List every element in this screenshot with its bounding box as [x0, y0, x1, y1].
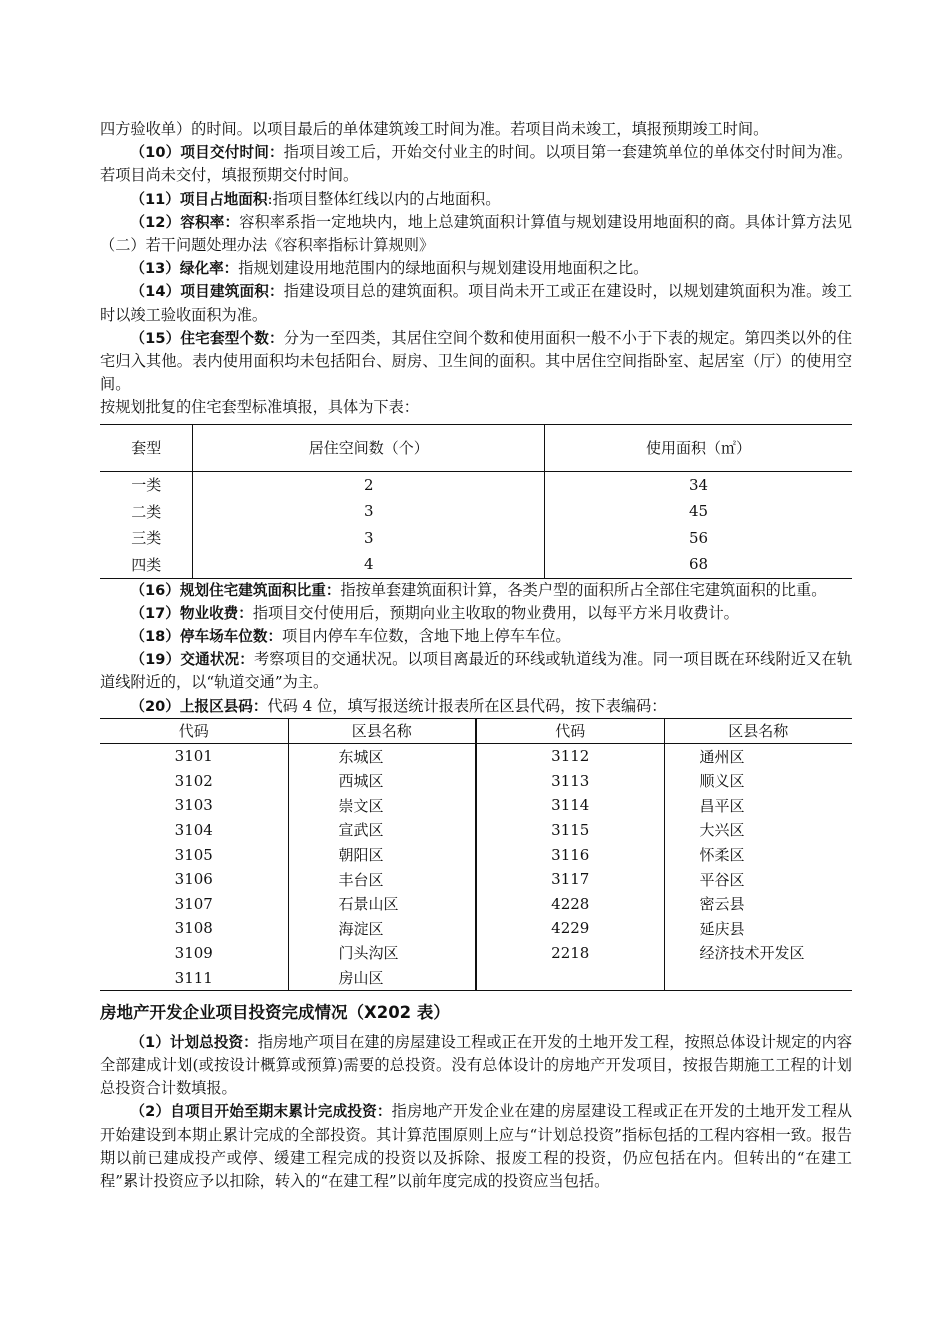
- table-cell: 房山区: [288, 965, 476, 990]
- item-term: （17）物业收费：: [130, 604, 253, 622]
- table-row: [100, 471, 852, 498]
- table-row: [100, 793, 852, 818]
- table-cell: 怀柔区: [664, 842, 852, 867]
- table-cell: 3105: [174, 845, 213, 864]
- table-cell: 4229: [476, 916, 664, 941]
- item-text: 分为一至四类，其居住空间个数和使用面积一般不小于下表的规定。第四类以外的住宅归入其他。表内使用面积均未包括阳台、厨房、卫生间的面积。其中居住空间指卧室、起居室（厅）的使用空间。: [100, 328, 853, 394]
- item-term: （2）自项目开始至期末累计完成投资：: [130, 1103, 392, 1121]
- table-cell: 朝阳区: [288, 842, 476, 867]
- col-header-code: 代码: [100, 718, 288, 743]
- table-cell: 3106: [174, 870, 213, 889]
- table-cell: 3109: [174, 943, 213, 962]
- item-13: [100, 257, 852, 280]
- table-cell: 45: [545, 498, 852, 525]
- table-cell: 昌平区: [664, 793, 852, 818]
- table-cell: 3103: [174, 796, 213, 815]
- table-cell: [476, 965, 664, 990]
- table-cell: 4: [193, 551, 545, 578]
- district-code-table: [100, 718, 852, 991]
- item-19: [100, 648, 852, 694]
- table-row: [100, 941, 852, 966]
- table-row: [100, 768, 852, 793]
- item-11: [100, 188, 852, 211]
- table-cell: 56: [545, 525, 852, 552]
- table-cell: 东城区: [288, 743, 476, 768]
- col-header-district: 区县名称: [288, 718, 476, 743]
- item-term: （13）绿化率：: [130, 260, 239, 278]
- intro-line: 四方验收单）的时间。以项目最后的单体建筑竣工时间为准。若项目尚未竣工，填报预期竣工时间。: [100, 120, 769, 138]
- table-row: [100, 965, 852, 990]
- item-17: [100, 602, 852, 625]
- table-row: [100, 891, 852, 916]
- table-cell: 3113: [476, 768, 664, 793]
- table-row: [100, 867, 852, 892]
- item-term: （1）计划总投资：: [130, 1033, 258, 1051]
- item-term: （14）项目建筑面积：: [130, 283, 284, 301]
- table-cell: 通州区: [664, 743, 852, 768]
- table-cell: 4228: [476, 891, 664, 916]
- item-term: （20）上报区县码：: [130, 697, 268, 715]
- table-cell: 2: [193, 471, 545, 498]
- table-cell: 3117: [476, 867, 664, 892]
- item-12: [100, 211, 852, 257]
- item-term: （10）项目交付时间：: [130, 144, 284, 162]
- table-row: [100, 916, 852, 941]
- item-text: 指房地产项目在建的房屋建设工程或正在开发的土地开发工程，按照总体设计规定的内容全部建成计划(或按设计概算或预算)需要的总投资。没有总体设计的房地产开发项目，按报告期施工工程的计划总投资合计数填报。: [100, 1032, 853, 1098]
- item-15: [100, 327, 852, 397]
- item-term: （11）项目占地面积: [130, 190, 268, 208]
- table-cell: 68: [545, 551, 852, 578]
- item-term: （19）交通状况：: [130, 651, 255, 669]
- item-text: 项目内停车车位数，含地下地上停车车位。: [282, 627, 571, 646]
- table-cell: 丰台区: [288, 867, 476, 892]
- table-cell: 海淀区: [288, 916, 476, 941]
- table-cell: 3111: [174, 968, 213, 987]
- table-cell: 3104: [174, 820, 213, 839]
- table-cell: 二类: [131, 502, 162, 521]
- table-cell: 经济技术开发区: [664, 941, 852, 966]
- table-cell: 3: [193, 525, 545, 552]
- table-cell: 四类: [131, 555, 162, 574]
- item-18: [100, 625, 852, 648]
- table-cell: 2218: [476, 941, 664, 966]
- item-term: （12）容积率：: [130, 213, 240, 231]
- table-cell: 3: [193, 498, 545, 525]
- table-cell: 3107: [174, 894, 213, 913]
- table-cell: 34: [545, 471, 852, 498]
- section-title: 房地产开发企业项目投资完成情况（X202 表）: [100, 1002, 450, 1022]
- table-cell: 西城区: [288, 768, 476, 793]
- item-20: [100, 695, 852, 718]
- table-row: [100, 743, 852, 768]
- table-cell: 大兴区: [664, 818, 852, 843]
- table-header-row: [100, 424, 852, 471]
- table-cell: 3108: [174, 919, 213, 938]
- table-cell: 3114: [476, 793, 664, 818]
- table-cell: 3102: [174, 771, 213, 790]
- table-row: [100, 842, 852, 867]
- item-text: 考察项目的交通状况。以项目离最近的环线或轨道线为准。同一项目既在环线附近又在轨道线附近的，以“轨道交通”为主。: [100, 650, 852, 692]
- table-row: [100, 818, 852, 843]
- item-text: 指建设项目总的建筑面积。项目尚未开工或正在建设时，以规划建筑面积为准。竣工时以竣工验收面积为准。: [100, 282, 853, 324]
- table-row: [100, 525, 852, 552]
- document-page: [100, 118, 852, 1193]
- item-14: [100, 280, 852, 326]
- item-text: 指规划建设用地范围内的绿地面积与规划建设用地面积之比。: [238, 259, 649, 278]
- table-cell: 3101: [174, 747, 213, 766]
- table-row: [100, 498, 852, 525]
- table-cell: 密云县: [664, 891, 852, 916]
- item-text: 容积率系指一定地块内，地上总建筑面积计算值与规划建设用地面积的商。具体计算方法见（二）若干问题处理办法《容积率指标计算规则》: [100, 212, 853, 255]
- housing-type-table: [100, 424, 852, 579]
- col-header-code: 代码: [476, 718, 664, 743]
- table-cell: 3112: [476, 743, 664, 768]
- item-term: （16）规划住宅建筑面积比重：: [130, 581, 341, 599]
- item-16: [100, 579, 852, 602]
- table-cell: 3115: [476, 818, 664, 843]
- table-cell: 宣武区: [288, 818, 476, 843]
- item-term: （15）住宅套型个数：: [130, 329, 284, 347]
- table-cell: 平谷区: [664, 867, 852, 892]
- table-cell: 门头沟区: [288, 941, 476, 966]
- col-header-type: 套型: [100, 424, 193, 471]
- table-cell: 延庆县: [664, 916, 852, 941]
- table-row: [100, 551, 852, 578]
- table-cell: [664, 965, 852, 990]
- table-cell: 一类: [131, 476, 162, 495]
- table-cell: 崇文区: [288, 793, 476, 818]
- item-10: [100, 141, 852, 187]
- table-header-row: [100, 718, 852, 743]
- col-header-district: 区县名称: [664, 718, 852, 743]
- item-c-2: [100, 1100, 852, 1193]
- table1-caption: 按规划批复的住宅套型标准填报，具体为下表：: [100, 398, 419, 417]
- item-text: 指房地产开发企业在建的房屋建设工程或正在开发的土地开发工程从开始建设到本期止累计完成的全部投资。其计算范围原则上应与“计划总投资”指标包括的工程内容相一致。报告期以前已建成投产或停、缓建工程完成的投资以及拆除、报废工程的投资，仍应包括在内。但转出的“在建工程”累计投资应予以扣除，转入的“在建工程”以前年度完成的投资应当包括。: [100, 1102, 853, 1191]
- table-cell: 顺义区: [664, 768, 852, 793]
- table-cell: 三类: [131, 529, 162, 548]
- item-c-1: [100, 1031, 852, 1101]
- item-text: 代码 4 位，填写报送统计报表所在区县代码，按下表编码：: [267, 696, 667, 715]
- col-header-rooms: 居住空间数（个）: [193, 424, 545, 471]
- item-text: 指按单套建筑面积计算，各类户型的面积所占全部住宅建筑面积的比重。: [340, 580, 827, 599]
- item-text: 指项目竣工后，开始交付业主的时间。以项目第一套建筑单位的单体交付时间为准。若项目尚未交付，填报预期交付时间。: [100, 143, 853, 185]
- item-text: 指项目交付使用后，预期向业主收取的物业费用，以每平方米月收费计。: [252, 603, 739, 622]
- item-term: （18）停车场车位数：: [130, 628, 283, 646]
- item-text: :指项目整体红线以内的占地面积。: [267, 189, 501, 208]
- col-header-area: 使用面积（㎡）: [545, 424, 852, 471]
- table-cell: 3116: [476, 842, 664, 867]
- table-cell: 石景山区: [288, 891, 476, 916]
